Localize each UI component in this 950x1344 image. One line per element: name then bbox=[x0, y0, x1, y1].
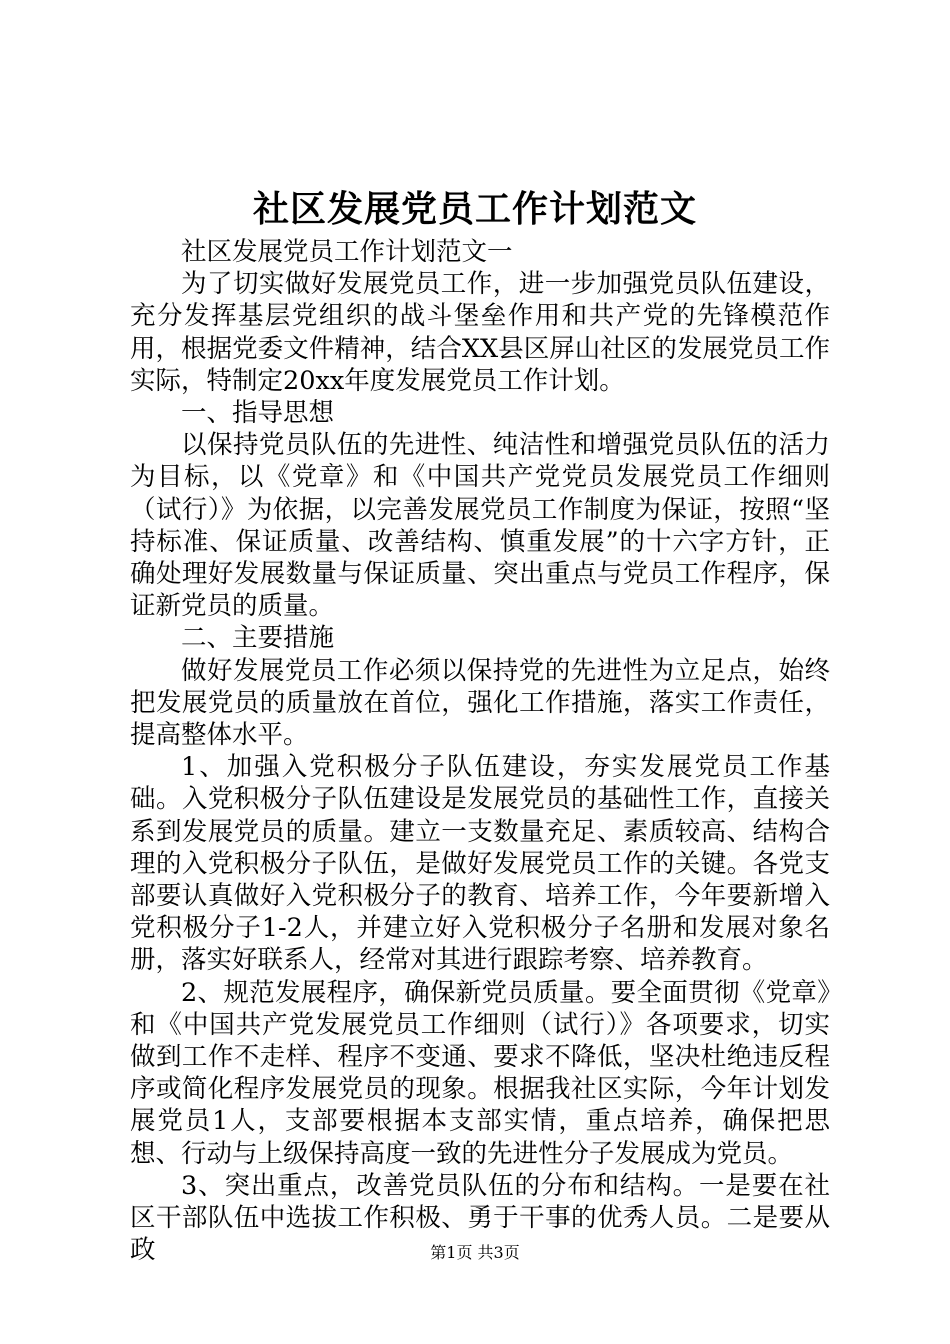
paragraph-item-3: 3、突出重点，改善党员队伍的分布和结构。一是要在社区干部队伍中选拔工作积极、勇于干事的优秀人员。二是要从政 bbox=[130, 1170, 830, 1266]
document-body bbox=[130, 236, 830, 1267]
paragraph-measures: 做好发展党员工作必须以保持党的先进性为立足点，始终把发展党员的质量放在首位，强化工作措施，落实工作责任，提高整体水平。 bbox=[130, 655, 830, 751]
section-heading-measures: 二、主要措施 bbox=[181, 623, 335, 654]
paragraph-item-2: 2、规范发展程序，确保新党员质量。要全面贯彻《党章》和《中国共产党发展党员工作细则（试行）》各项要求，切实做到工作不走样、程序不变通、要求不降低，坚决杜绝违反程序或简化程序发展党员的现象。根据我社区实际，今年计划发展党员1人，支部要根据本支部实情，重点培养，确保把思想、行动与上级保持高度一致的先进性分子发展成为党员。 bbox=[130, 977, 830, 1169]
paragraph-item-1: 1、加强入党积极分子队伍建设，夯实发展党员工作基础。入党积极分子队伍建设是发展党员的基础性工作，直接关系到发展党员的质量。建立一支数量充足、素质较高、结构合理的入党积极分子队伍，是做好发展党员工作的关键。各党支部要认真做好入党积极分子的教育、培养工作，今年要新增入党积极分子1-2人，并建立好入党积极分子名册和发展对象名册，落实好联系人，经常对其进行跟踪考察、培养教育。 bbox=[130, 752, 830, 976]
paragraph-subtitle: 社区发展党员工作计划范文一 bbox=[181, 237, 513, 267]
paragraph-intro: 为了切实做好发展党员工作，进一步加强党员队伍建设，充分发挥基层党组织的战斗堡垒作用和共产党的先锋模范作用，根据党委文件精神，结合XX县区屏山社区的发展党员工作实际，特制定20xx年度发展党员工作计划。 bbox=[130, 269, 830, 396]
section-heading-guiding: 一、指导思想 bbox=[181, 398, 335, 429]
document-title: 社区发展党员工作计划范文 bbox=[252, 188, 697, 230]
page-number: 第1页 共3页 bbox=[430, 1243, 520, 1262]
paragraph-guiding: 以保持党员队伍的先进性、纯洁性和增强党员队伍的活力为目标，以《党章》和《中国共产党党员发展党员工作细则（试行）》为依据，以完善发展党员工作制度为保证，按照“坚持标准、保证质量、改善结构、慎重发展”的十六字方针，正确处理好发展数量与保证质量、突出重点与党员工作程序，保证新党员的质量。 bbox=[130, 430, 830, 622]
